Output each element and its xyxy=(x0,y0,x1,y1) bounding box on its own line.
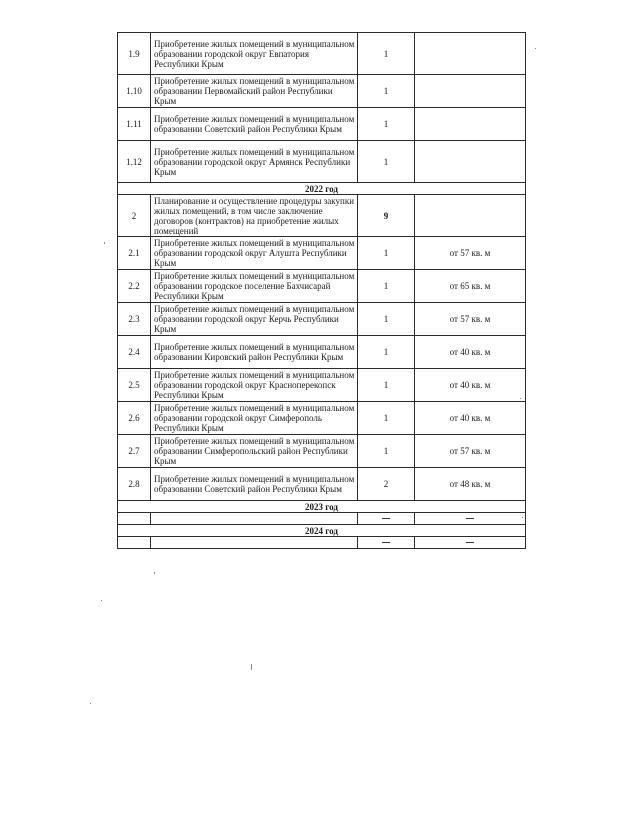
row-quantity: 1 xyxy=(358,435,415,468)
table-row xyxy=(118,369,526,402)
row-description: Приобретение жилых помещений в муниципальном образовании Кировский район Республики Крым xyxy=(151,336,358,369)
document-sheet xyxy=(117,32,525,549)
row-number: 1.9 xyxy=(118,33,151,75)
row-number: 2.5 xyxy=(118,369,151,402)
row-description: Приобретение жилых помещений в муниципальном образовании городской округ Красноперекопск Республики Крым xyxy=(151,369,358,402)
table-row xyxy=(118,303,526,336)
row-quantity: 1 xyxy=(358,369,415,402)
row-number: 2.3 xyxy=(118,303,151,336)
row-quantity: 1 xyxy=(358,108,415,141)
row-description: Приобретение жилых помещений в муниципальном образовании Симферопольский район Республики Крым xyxy=(151,435,358,468)
scan-speck xyxy=(104,242,105,244)
scan-speck xyxy=(101,600,102,601)
row-area: от 57 кв. м xyxy=(415,435,526,468)
row-area xyxy=(415,195,526,237)
row-area: от 40 кв. м xyxy=(415,336,526,369)
table-row xyxy=(118,537,526,549)
row-quantity: 1 xyxy=(358,303,415,336)
row-number: 2 xyxy=(118,195,151,237)
row-description: Приобретение жилых помещений в муниципальном образовании городской округ Евпатория Республики Крым xyxy=(151,33,358,75)
scan-speck xyxy=(520,398,521,399)
row-description xyxy=(151,537,358,549)
row-quantity: 1 xyxy=(358,402,415,435)
table-row xyxy=(118,468,526,501)
row-description: Приобретение жилых помещений в муниципальном образовании Первомайский район Республики Крым xyxy=(151,75,358,108)
table-row xyxy=(118,237,526,270)
table-row xyxy=(118,513,526,525)
table-row xyxy=(118,33,526,75)
row-quantity: 9 xyxy=(358,195,415,237)
dash-mark xyxy=(382,518,390,519)
scan-speck xyxy=(90,703,91,704)
year-header-row xyxy=(118,501,526,513)
table-row xyxy=(118,195,526,237)
dash-mark xyxy=(466,542,474,543)
row-number: 2.6 xyxy=(118,402,151,435)
table-row xyxy=(118,141,526,183)
acquisition-plan-table xyxy=(117,32,526,549)
row-area: от 57 кв. м xyxy=(415,237,526,270)
row-number: 1.12 xyxy=(118,141,151,183)
row-area: от 40 кв. м xyxy=(415,369,526,402)
row-area xyxy=(415,513,526,525)
scan-speck xyxy=(154,572,155,574)
row-quantity: 1 xyxy=(358,270,415,303)
table-row xyxy=(118,75,526,108)
row-description: Приобретение жилых помещений в муниципальном образовании городское поселение Бахчисарай Республики Крым xyxy=(151,270,358,303)
row-number: 2.2 xyxy=(118,270,151,303)
table-row xyxy=(118,402,526,435)
row-area: от 48 кв. м xyxy=(415,468,526,501)
row-quantity: 1 xyxy=(358,336,415,369)
dash-mark xyxy=(466,518,474,519)
row-description: Приобретение жилых помещений в муниципальном образовании городской округ Армянск Республики Крым xyxy=(151,141,358,183)
table-row xyxy=(118,336,526,369)
table-row xyxy=(118,108,526,141)
table-row xyxy=(118,270,526,303)
row-number: 2.8 xyxy=(118,468,151,501)
year-heading-2023: 2023 год xyxy=(118,501,526,513)
row-quantity: 1 xyxy=(358,33,415,75)
year-header-row xyxy=(118,525,526,537)
row-quantity: 2 xyxy=(358,468,415,501)
row-number: 2.1 xyxy=(118,237,151,270)
scan-speck xyxy=(522,517,523,518)
row-area: от 40 кв. м xyxy=(415,402,526,435)
row-description: Приобретение жилых помещений в муниципальном образовании городской округ Керчь Республики Крым xyxy=(151,303,358,336)
year-header-row xyxy=(118,183,526,195)
row-description: Планирование и осуществление процедуры закупки жилых помещений, в том числе заключение договоров (контрактов) на приобретение жилых помещений xyxy=(151,195,358,237)
dash-mark xyxy=(382,542,390,543)
table-row xyxy=(118,435,526,468)
row-quantity xyxy=(358,537,415,549)
row-description: Приобретение жилых помещений в муниципальном образовании Советский район Республики Крым xyxy=(151,108,358,141)
row-area xyxy=(415,33,526,75)
row-quantity xyxy=(358,513,415,525)
row-quantity: 1 xyxy=(358,75,415,108)
row-description xyxy=(151,513,358,525)
scan-speck xyxy=(535,48,536,49)
row-number xyxy=(118,537,151,549)
year-heading-2024: 2024 год xyxy=(118,525,526,537)
row-number xyxy=(118,513,151,525)
row-area xyxy=(415,537,526,549)
row-number: 1.11 xyxy=(118,108,151,141)
row-quantity: 1 xyxy=(358,237,415,270)
row-number: 1.10 xyxy=(118,75,151,108)
row-description: Приобретение жилых помещений в муниципальном образовании городской округ Симферополь Республики Крым xyxy=(151,402,358,435)
row-quantity: 1 xyxy=(358,141,415,183)
row-description: Приобретение жилых помещений в муниципальном образовании Советский район Республики Крым xyxy=(151,468,358,501)
row-area xyxy=(415,141,526,183)
row-description: Приобретение жилых помещений в муниципальном образовании городской округ Алушта Республики Крым xyxy=(151,237,358,270)
row-area xyxy=(415,75,526,108)
scan-speck xyxy=(251,664,252,670)
row-number: 2.7 xyxy=(118,435,151,468)
year-heading-2022: 2022 год xyxy=(118,183,526,195)
row-area: от 57 кв. м xyxy=(415,303,526,336)
row-area xyxy=(415,108,526,141)
row-number: 2.4 xyxy=(118,336,151,369)
row-area: от 65 кв. м xyxy=(415,270,526,303)
